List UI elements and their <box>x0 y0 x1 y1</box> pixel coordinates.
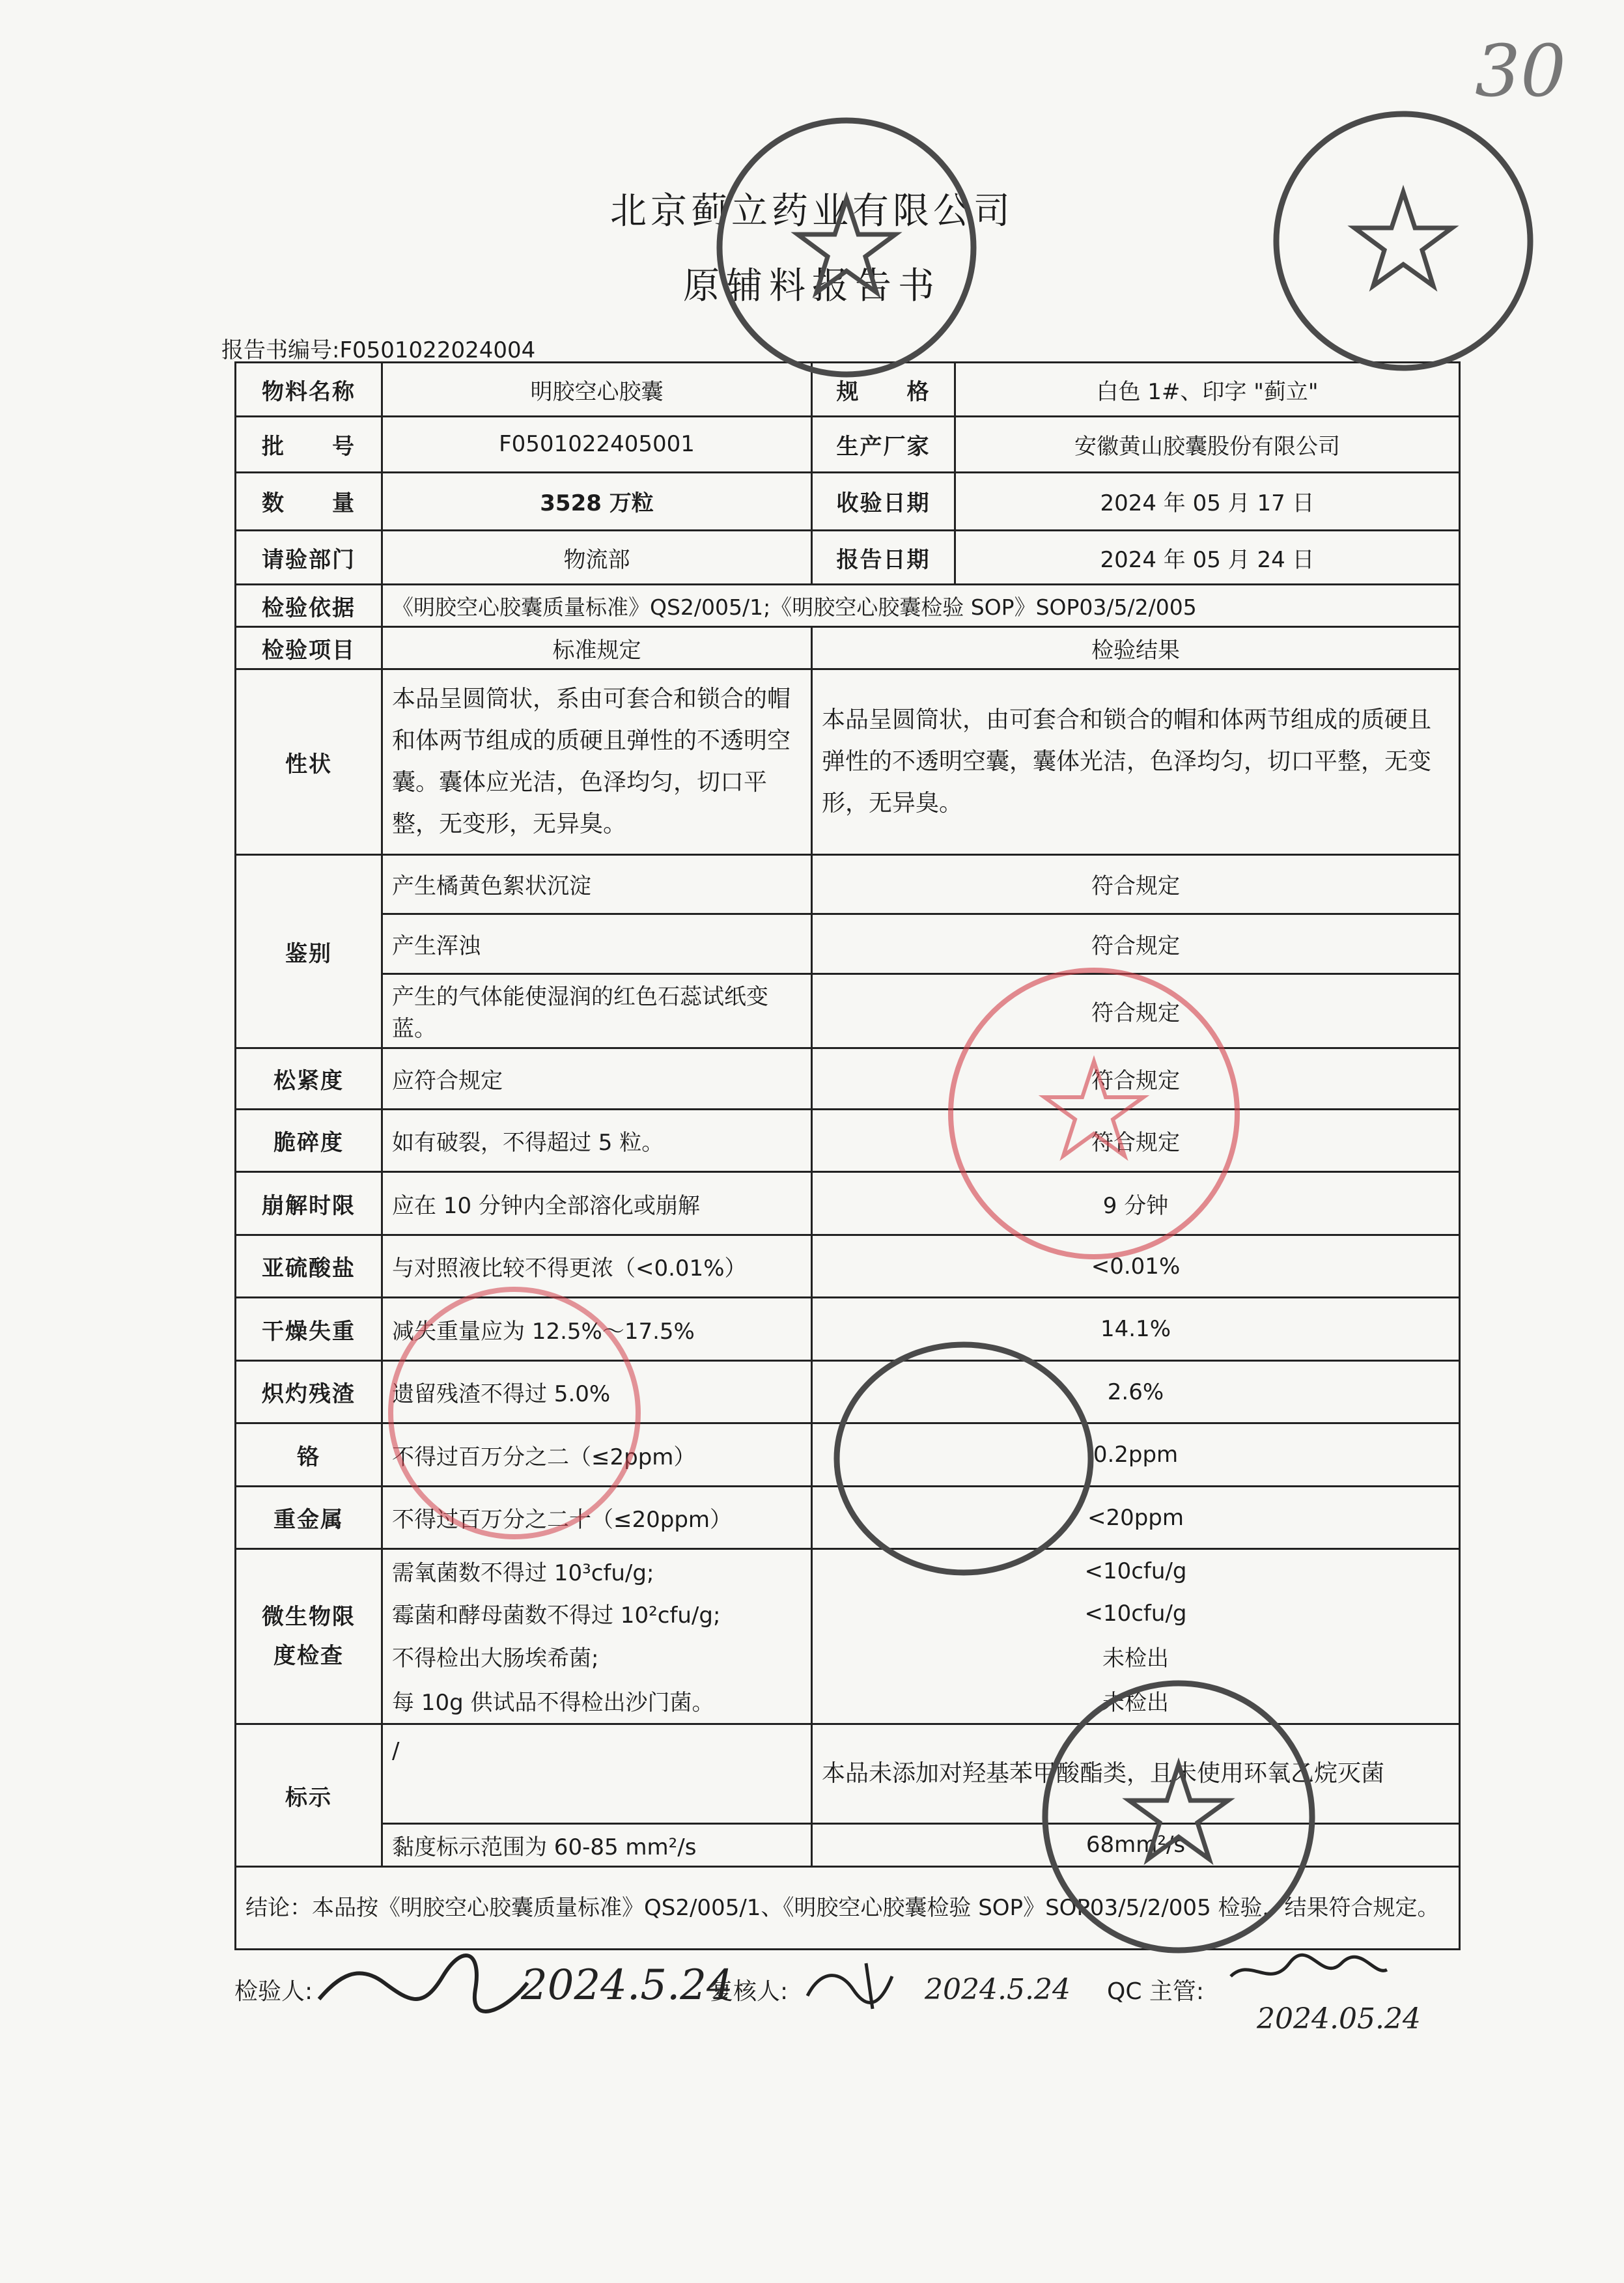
report-table <box>234 361 1461 1950</box>
qty-value: 3528 万粒 <box>382 472 812 530</box>
company-qc-seal-2 <box>1267 104 1540 378</box>
basis-value: 《明胶空心胶囊质量标准》QS2/005/1;《明胶空心胶囊检验 SOP》SOP03/5/2/005 <box>382 585 1460 627</box>
drying-result: 14.1% <box>812 1298 1460 1361</box>
report-date-label: 报告日期 <box>812 531 955 585</box>
drying-label: 干燥失重 <box>236 1298 382 1361</box>
micro-result: <10cfu/g <box>812 1549 1460 1592</box>
sulfite-label: 亚硫酸盐 <box>236 1235 382 1298</box>
qty-label: 数 量 <box>236 472 382 530</box>
inspector-label: 检验人: <box>234 1978 313 2005</box>
chromium-result: 0.2ppm <box>812 1423 1460 1487</box>
micro-label-line2: 度检查 <box>273 1643 344 1670</box>
disintegration-standard: 应在 10 分钟内全部溶化或崩解 <box>382 1172 812 1235</box>
sulfite-result: <0.01% <box>812 1235 1460 1298</box>
micro-standard: 霉菌和酵母菌数不得过 10²cfu/g; <box>382 1592 812 1635</box>
disintegration-result: 9 分钟 <box>812 1172 1460 1235</box>
micro-label <box>236 1549 382 1724</box>
dept-value: 物流部 <box>382 531 812 585</box>
identification-result: 符合规定 <box>812 854 1460 914</box>
ignition-result: 2.6% <box>812 1360 1460 1423</box>
tightness-label: 松紧度 <box>236 1048 382 1109</box>
reviewer-date: 2024.5.24 <box>925 1973 1071 2006</box>
brittleness-standard: 如有破裂，不得超过 5 粒。 <box>382 1109 812 1172</box>
dept-label: 请验部门 <box>236 531 382 585</box>
reviewer-label: 复核人: <box>710 1978 789 2005</box>
labeling-standard: / <box>382 1724 812 1823</box>
maker-value: 安徽黄山胶囊股份有限公司 <box>955 417 1460 472</box>
item-header: 检验项目 <box>236 627 382 669</box>
spec-label: 规 格 <box>812 363 955 417</box>
result-header: 检验结果 <box>812 627 1460 669</box>
heavy-metal-standard: 不得过百万分之二十（≤20ppm） <box>382 1486 812 1549</box>
spec-value: 白色 1#、印字 "蓟立" <box>955 363 1460 417</box>
micro-result: 未检出 <box>812 1678 1460 1724</box>
labeling-label: 标示 <box>236 1724 382 1866</box>
drying-standard: 减失重量应为 12.5%～17.5% <box>382 1298 812 1361</box>
batch-label: 批 号 <box>236 417 382 472</box>
micro-standard: 需氧菌数不得过 10³cfu/g; <box>382 1549 812 1592</box>
identification-standard: 产生的气体能使湿润的红色石蕊试纸变蓝。 <box>382 973 812 1048</box>
appearance-label: 性状 <box>236 669 382 854</box>
chromium-standard: 不得过百万分之二（≤2ppm） <box>382 1423 812 1487</box>
qc-date: 2024.05.24 <box>1257 2002 1421 2036</box>
conclusion: 结论：本品按《明胶空心胶囊质量标准》QS2/005/1、《明胶空心胶囊检验 SOP》SOP03/5/2/005 检验，结果符合规定。 <box>236 1866 1460 1949</box>
company-title: 北京蓟立药业有限公司 <box>610 190 1014 232</box>
recv-date: 2024 年 05 月 17 日 <box>955 472 1460 530</box>
qc-label: QC 主管: <box>1107 1978 1205 2005</box>
appearance-result: 本品呈圆筒状，由可套合和锁合的帽和体两节组成的质硬且弹性的不透明空囊，囊体光洁，色泽均匀，切口平整，无变形，无异臭。 <box>812 669 1460 854</box>
ignition-standard: 遗留残渣不得过 5.0% <box>382 1360 812 1423</box>
micro-label-line1: 微生物限 <box>262 1604 356 1631</box>
page-number: 30 <box>1475 29 1566 113</box>
brittleness-result: 符合规定 <box>812 1109 1460 1172</box>
batch-value: F0501022405001 <box>382 417 812 472</box>
report-no-value: F0501022024004 <box>339 337 536 363</box>
report-title: 原辅料报告书 <box>683 265 941 307</box>
brittleness-label: 脆碎度 <box>236 1109 382 1172</box>
sulfite-standard: 与对照液比较不得更浓（<0.01%） <box>382 1235 812 1298</box>
identification-label: 鉴别 <box>236 854 382 1048</box>
reviewer-signature <box>801 1950 1074 2015</box>
recv-date-label: 收验日期 <box>812 472 955 530</box>
heavy-metal-result: <20ppm <box>812 1486 1460 1549</box>
disintegration-label: 崩解时限 <box>236 1172 382 1235</box>
company-qc-seal-1 <box>710 111 983 384</box>
ignition-label: 炽灼残渣 <box>236 1360 382 1423</box>
labeling-result: 68mm²/s <box>812 1823 1460 1866</box>
micro-standard: 不得检出大肠埃希菌; <box>382 1635 812 1678</box>
identification-standard: 产生浑浊 <box>382 914 812 973</box>
report-date: 2024 年 05 月 24 日 <box>955 531 1460 585</box>
micro-standard: 每 10g 供试品不得检出沙门菌。 <box>382 1678 812 1724</box>
identification-result: 符合规定 <box>812 973 1460 1048</box>
material-name-label: 物料名称 <box>236 363 382 417</box>
labeling-result: 本品未添加对羟基苯甲酸酯类，且未使用环氧乙烷灭菌 <box>812 1724 1460 1823</box>
inspector-date: 2024.5.24 <box>521 1961 733 2010</box>
micro-result: 未检出 <box>812 1635 1460 1678</box>
tightness-result: 符合规定 <box>812 1048 1460 1109</box>
heavy-metal-label: 重金属 <box>236 1486 382 1549</box>
material-name: 明胶空心胶囊 <box>382 363 812 417</box>
chromium-label: 铬 <box>236 1423 382 1487</box>
report-no-label: 报告书编号: <box>221 337 340 363</box>
basis-label: 检验依据 <box>236 585 382 627</box>
standard-header: 标准规定 <box>382 627 812 669</box>
identification-standard: 产生橘黄色絮状沉淀 <box>382 854 812 914</box>
labeling-standard: 黏度标示范围为 60-85 mm²/s <box>382 1823 812 1866</box>
report-number <box>221 332 535 364</box>
qc-signature <box>1224 1944 1459 2041</box>
tightness-standard: 应符合规定 <box>382 1048 812 1109</box>
appearance-standard: 本品呈圆筒状，系由可套合和锁合的帽和体两节组成的质硬且弹性的不透明空囊。囊体应光洁，色泽均匀，切口平整，无变形，无异臭。 <box>382 669 812 854</box>
micro-result: <10cfu/g <box>812 1592 1460 1635</box>
maker-label: 生产厂家 <box>812 417 955 472</box>
identification-result: 符合规定 <box>812 914 1460 973</box>
